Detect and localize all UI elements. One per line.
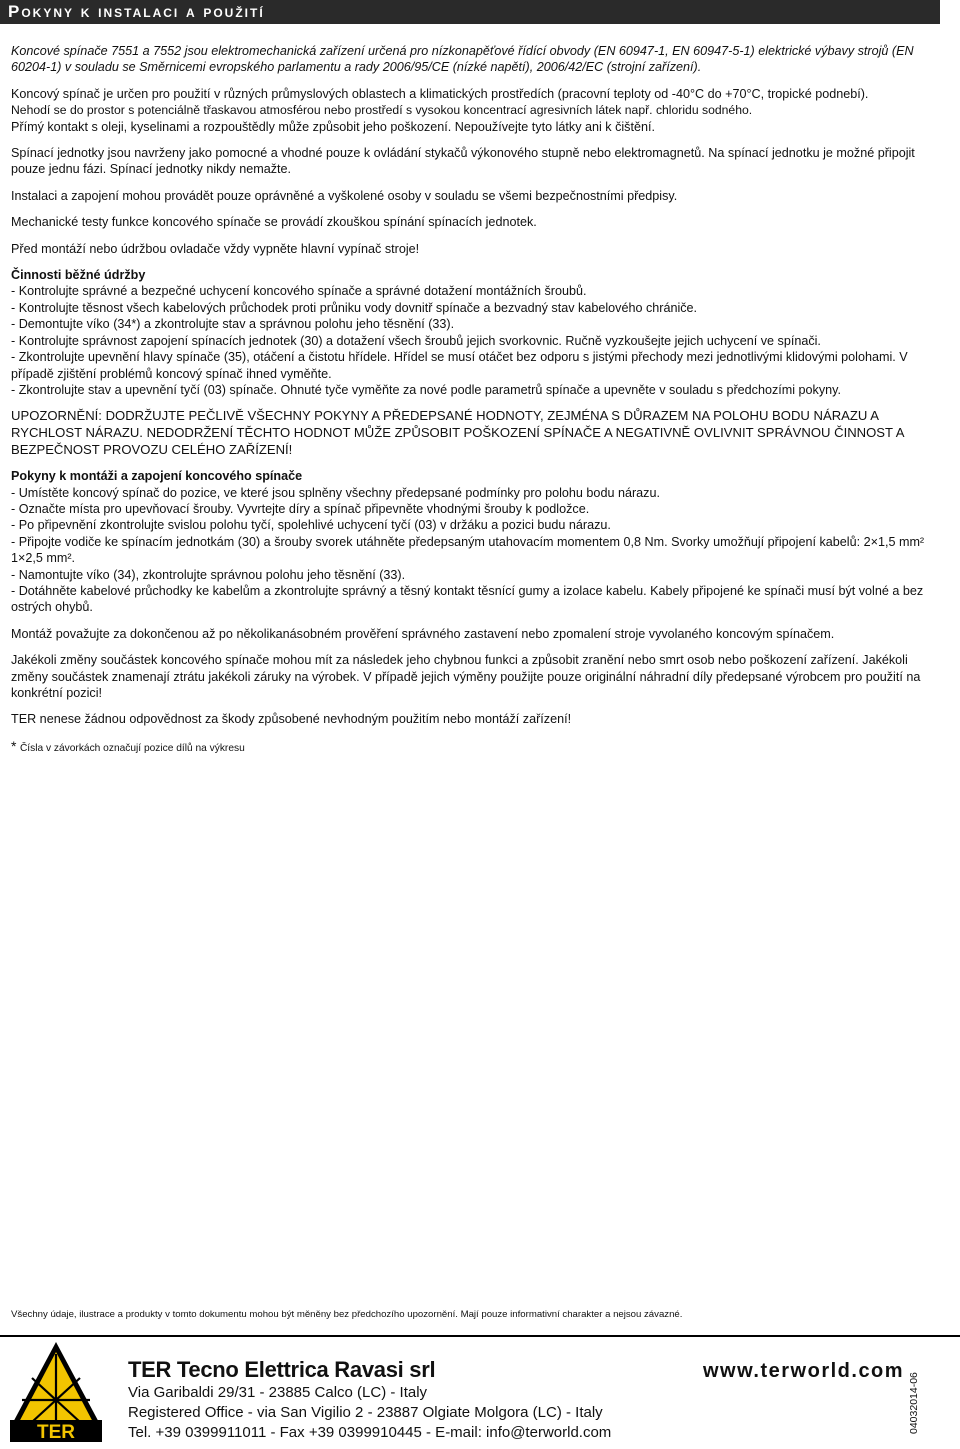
company-name: TER Tecno Elettrica Ravasi srl (128, 1357, 436, 1382)
maintenance-item: - Kontrolujte správnost zapojení spínacích jednotek (30) a dotažení všech šroubů jejich svorkovnic. Ručně vyzkoušejte jejich uchycení ve spínači. (11, 333, 821, 348)
maintenance-item: - Kontrolujte těsnost všech kabelových průchodek proti průniku vody dovnitř spínače a bezvadný stav kabelového chráničе. (11, 300, 698, 315)
footnote (11, 738, 931, 757)
website-link[interactable]: www.terworld.com (703, 1360, 905, 1382)
installers-paragraph: Instalaci a zapojení mohou provádět pouze oprávněné a vyškolené osoby v souladu se všemi bezpečnostními předpisy. (11, 188, 678, 203)
warning-paragraph: UPOZORNĚNÍ: DODRŽUJTE PEČLIVĚ VŠECHNY POKYNY A PŘEDEPSANÉ HODNOTY, ZEJMÉNA S DŮRAZEM NA POLOHU BODU NÁRAZU A RYCHLOST NÁRAZU. NEDODRŽENÍ TĚCHTO HODNOT MŮŽE ZPŮSOBIT POŠKOZENÍ SPÍNAČE A NEGATIVNĚ OVLIVNIT SPRÁVNOU ČINNOST A BEZPEČNOST PROVOZU CELÉHO ZAŘÍZENÍ! (11, 408, 904, 457)
completion-paragraph: Montáž považujte za dokončenou až po několikanásobném prověření správného zastavení nebo zpomalení stroje vyvolaného koncovým spínačem. (11, 626, 835, 641)
disclaimer: Všechny údaje, ilustrace a produkty v tomto dokumentu mohou být měněny bez předchozího upozornění. Mají pouze informativní charakter a nejsou závazné. (11, 1309, 683, 1320)
units-paragraph: Spínací jednotky jsou navrženy jako pomocné a vhodné pouze k ovládání stykačů výkonového stupně nebo elektromagnetů. Na spínací jednotku je možné připojit pouze jednu fázi. Spínací jednotky nikdy nemažte. (11, 146, 915, 177)
usage-line-3: Přímý kontakt s oleji, kyselinami a rozpouštědly může způsobit jeho poškození. Nepoužívejte tyto látky ani k čištění. (11, 119, 655, 134)
mounting-item: - Dotáhněte kabelové průchodky ke kabelům a zkontrolujte správný a těsný kontakt těsnící gumy a izolace kabelu. Kabely připojené ke spínači musí být volné a bez ostrých ohybů. (11, 583, 924, 615)
maintenance-heading: Činnosti běžné údržby (11, 268, 146, 283)
page-title: Pokyny k instalaci a použití (8, 2, 265, 21)
maintenance-item: - Zkontrolujte upevnění hlavy spínače (35), otáčení a čistotu hřídele. Hřídel se musí otáčet bez odporu s jistými přechody mezi jednotlivými klidovými polohami. V případě zjištění problémů koncový spínač ihned vyměňte. (11, 350, 908, 381)
document-body (11, 43, 931, 767)
usage-paragraph (11, 86, 931, 135)
ter-logo (8, 1340, 104, 1444)
mounting-item: - Po připevnění zkontrolujte svislou polohu tyčí, spolehlivé uchycení tyčí (03) v držáku a pozici budu nárazu. (11, 518, 611, 533)
document-code: 04032014-06 (908, 1372, 920, 1434)
liability-paragraph: TER nenese žádnou odpovědnost za škody způsobené nevhodným použitím nebo montáží zařízení! (11, 712, 572, 727)
maintenance-item: - Demontujte víko (34*) a zkontrolujte stav a správnou polohu jeho těsnění (33). (11, 317, 455, 332)
header-band (0, 0, 940, 24)
company-contact: Tel. +39 0399911011 - Fax +39 0399910445 - E-mail: info@terworld.com (128, 1424, 612, 1441)
company-address: Via Garibaldi 29/31 - 23885 Calco (LC) - Italy (128, 1384, 428, 1401)
ter-logo-icon (8, 1340, 104, 1444)
maintenance-item: - Zkontrolujte stav a upevnění tyčí (03) spínače. Ohnuté tyče vyměňte za nové podle parametrů spínače a upevněte v souladu s předchozími pokyny. (11, 382, 842, 397)
footer-divider (0, 1335, 960, 1337)
mounting-section (11, 468, 931, 616)
mounting-item: - Označte místa pro upevňovací šrouby. Vyvrtejte díry a spínač připevněte vhodnými šrouby k podložce. (11, 501, 590, 516)
mounting-item: - Připojte vodiče ke spínacím jednotkám (30) a šrouby svorek utáhněte předepsaným utahovacím momentem 0,8 Nm. Svorky umožňují připojení kabelů: 2×1,5 mm² 1×2,5 mm². (11, 534, 925, 566)
footnote-text: Čísla v závorkách označují pozice dílů na výkresu (19, 742, 245, 754)
before-paragraph: Před montáží nebo údržbou ovladače vždy vypněte hlavní vypínač stroje! (11, 241, 420, 256)
tests-paragraph: Mechanické testy funkce koncového spínače se provádí zkouškou spínání spínacích jednotek. (11, 215, 537, 230)
mounting-heading: Pokyny k montáži a zapojení koncového spínače (11, 469, 303, 484)
logo-text: TER (37, 1422, 75, 1443)
mounting-item: - Namontujte víko (34), zkontrolujte správnou polohu jeho těsnění (33). (11, 567, 406, 582)
intro-paragraph: Koncové spínače 7551 a 7552 jsou elektromechanická zařízení určená pro nízkonapěťové řídící obvody (EN 60947-1, EN 60947-5-1) elektrické výbavy strojů (EN 60204-1) v souladu se Směrnicemi evropského parlamentu a rady 2006/95/CE (nízké napětí), 2006/42/EC (strojní zařízení). (11, 44, 914, 75)
maintenance-item: - Kontrolujte správné a bezpečné uchycení koncového spínače a správné dotažení montážních šroubů. (11, 284, 587, 299)
maintenance-section (11, 267, 931, 398)
company-registered-office: Registered Office - via San Vigilio 2 - 23887 Olgiate Molgora (LC) - Italy (128, 1404, 603, 1421)
usage-line-1: Koncový spínač je určen pro použití v různých průmyslových oblastech a klimatických prostředích (pracovní teploty od -40°C do +70°C, tropické podnebí). (11, 86, 869, 101)
mounting-item: - Umístěte koncový spínač do pozice, ve které jsou splněny všechny předepsané podmínky pro polohu bodu nárazu. (11, 485, 660, 500)
changes-paragraph: Jakékoli změny součástek koncového spínače mohou mít za následek jeho chybnou funkci a způsobit zranění nebo smrt osob nebo poškození zařízení. Jakékoli změny součástek znamenají ztrátu jakékoli záruky na výrobek. V případě jejich výměny použijte pouze originální náhradní díly předepsané výrobcem pro použití na konkrétní pozici! (11, 653, 921, 700)
usage-line-2: Nehodí se do prostor s potenciálně třaskavou atmosférou nebo prostředí s vysokou koncentrací agresivních látek např. chloridu sodného. (11, 103, 753, 118)
footnote-star: * (11, 737, 17, 754)
